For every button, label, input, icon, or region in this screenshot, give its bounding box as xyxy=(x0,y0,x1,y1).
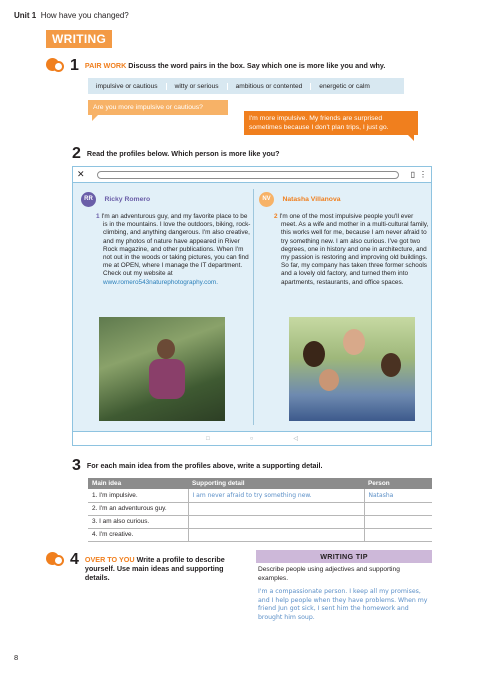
word-pair: impulsive or cautious xyxy=(88,83,167,90)
home-icon[interactable]: ○ xyxy=(249,435,254,442)
profile-name: Ricky Romero xyxy=(104,196,151,204)
profile-ricky xyxy=(81,191,249,287)
bookmark-icon[interactable]: ▯ xyxy=(410,170,415,179)
step-2 xyxy=(72,146,280,162)
column-header: Main idea xyxy=(88,478,188,489)
main-idea-cell: 1. I'm impulsive. xyxy=(88,489,188,502)
website-link[interactable]: www.romero543naturephotography.com. xyxy=(103,278,218,286)
step-1 xyxy=(46,58,385,74)
unit-title: How have you changed? xyxy=(40,11,129,20)
word-pair: energetic or calm xyxy=(319,82,370,90)
answer-speech-bubble: I'm more impulsive. My friends are surprised sometimes because I don't plan trips, I just go. xyxy=(244,111,418,135)
column-header: Person xyxy=(364,478,432,489)
step-4-text: Write a profile to describe yourself. Use main ideas and supporting details. xyxy=(84,555,225,582)
table-row xyxy=(88,502,432,515)
profile-body: I'm one of the most impulsive people you'll ever meet. As a wife and mother in a multi-cultural family, this works well for me, because I am never afraid to try something new. I am also curious. I've got two degrees, one in history and one in architecture, and my passion is restoring and improving old buildings. So far, my company has taken three former schools and a lovely old factory, and turned them into apartments, restaurants, and office spaces. xyxy=(279,213,429,286)
main-idea-cell: 2. I'm an adventurous guy. xyxy=(88,502,188,515)
step-number: 1 xyxy=(70,57,79,74)
avatar: NV xyxy=(259,192,274,207)
step-number: 2 xyxy=(72,145,81,162)
person-cell[interactable] xyxy=(364,528,432,541)
pair-work-icon xyxy=(46,58,68,74)
unit-header xyxy=(14,11,129,20)
back-icon[interactable]: ◁ xyxy=(293,436,298,442)
profile-number: 2 xyxy=(274,213,278,220)
section-banner: WRITING xyxy=(46,30,112,48)
profile-text xyxy=(96,213,251,287)
writing-tip-box xyxy=(256,550,432,625)
address-bar[interactable] xyxy=(97,171,399,179)
detail-cell[interactable]: I am never afraid to try something new. xyxy=(188,489,364,502)
step-instruction xyxy=(85,58,385,70)
over-to-you-label: OVER TO YOU xyxy=(84,555,135,564)
avatar: RR xyxy=(81,192,96,207)
profile-natasha xyxy=(259,191,427,287)
browser-toolbar xyxy=(73,167,431,183)
step-number: 4 xyxy=(70,551,79,568)
ricky-photo xyxy=(99,317,225,421)
step-4-instruction xyxy=(85,552,245,582)
browser-nav-bar xyxy=(73,431,431,445)
person-cell[interactable] xyxy=(364,502,432,515)
table-header-row xyxy=(88,478,432,489)
step-1-instruction: Discuss the word pairs in the box. Say which one is more like you and why. xyxy=(128,61,386,70)
more-icon[interactable]: ⋮ xyxy=(419,170,427,179)
profile-text xyxy=(274,213,429,287)
word-pair: ambitious or contented xyxy=(228,83,312,90)
step-2-instruction: Read the profiles below. Which person is more like you? xyxy=(86,149,280,158)
column-header: Supporting detail xyxy=(188,478,364,489)
person-cell[interactable] xyxy=(364,515,432,528)
table-row xyxy=(88,528,432,541)
step-4 xyxy=(46,552,246,582)
detail-cell[interactable] xyxy=(188,528,364,541)
step-number: 3 xyxy=(72,457,81,474)
main-idea-cell: 3. I am also curious. xyxy=(88,515,188,528)
writing-tip-example: I'm a compassionate person. I keep all my promises, and I help people when they have problems. When my friend Jun got sick, I sent him the homework and brought him soup. xyxy=(258,588,428,621)
supporting-detail-table xyxy=(88,478,432,542)
over-to-you-icon xyxy=(46,552,68,568)
step-3-instruction: For each main idea from the profiles above, write a supporting detail. xyxy=(86,461,323,470)
writing-tip-text: Describe people using adjectives and supporting examples. xyxy=(258,566,400,582)
profile-number: 1 xyxy=(96,213,100,220)
word-pair: witty or serious xyxy=(167,83,228,90)
pair-work-label: PAIR WORK xyxy=(84,61,127,70)
writing-tip-title: WRITING TIP xyxy=(256,550,432,563)
profile-divider xyxy=(253,189,254,425)
main-idea-cell: 4. I'm creative. xyxy=(88,528,188,541)
table-row xyxy=(88,515,432,528)
detail-cell[interactable] xyxy=(188,515,364,528)
word-pairs-box xyxy=(88,78,404,94)
close-icon[interactable]: ✕ xyxy=(77,169,85,179)
natasha-family-photo xyxy=(289,317,415,421)
unit-label: Unit 1 xyxy=(14,11,37,20)
profile-browser-window xyxy=(72,166,432,446)
page-number: 8 xyxy=(14,653,19,662)
step-3 xyxy=(72,458,323,474)
question-speech-bubble: Are you more impulsive or cautious? xyxy=(88,100,228,115)
profile-name: Natasha Villanova xyxy=(282,196,341,204)
detail-cell[interactable] xyxy=(188,502,364,515)
square-icon[interactable]: □ xyxy=(206,435,210,442)
table-row xyxy=(88,489,432,502)
person-cell[interactable]: Natasha xyxy=(364,489,432,502)
profile-body: I'm an adventurous guy, and my favorite place to be is in the mountains. I love the outdoors, biking, rock-climbing, and anything dangerous. I'm also creative, and my photos of nature have appeared in River Rock magazine, and other publications. When I'm not out in the woods or taking pictures, you can find me at OPEN, where I manage the IT department. Check out my website at xyxy=(101,213,251,278)
